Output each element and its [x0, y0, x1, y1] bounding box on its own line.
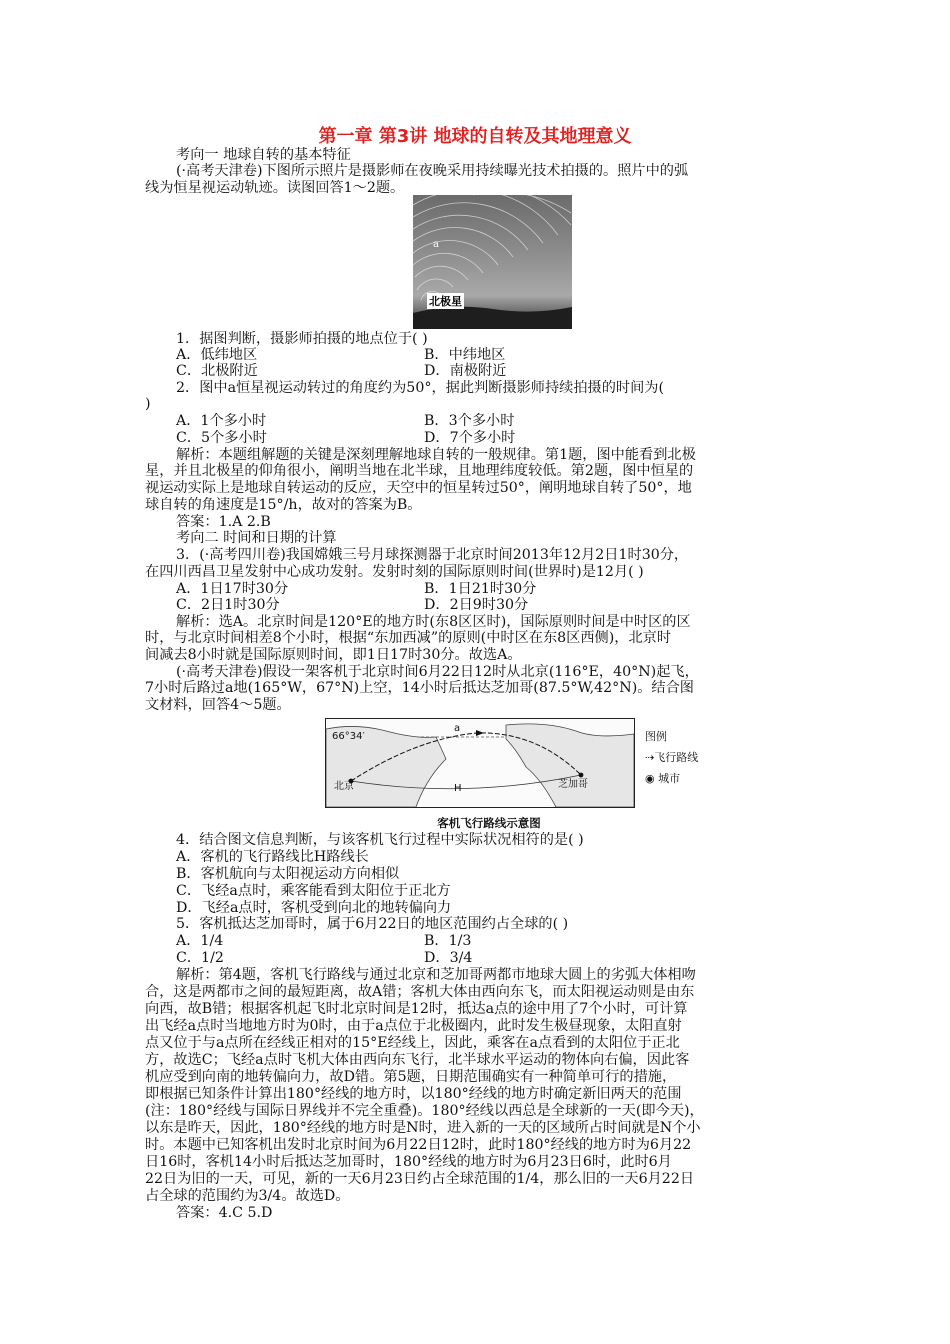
analysis-line: 向西，故B错；根据客机起飞时北京时间是12时，抵达a点的途中用了7个小时，可计算	[145, 1001, 688, 1017]
option-c: C．1/2	[176, 950, 224, 966]
analysis-line: 间减去8小时就是国际原则时间，即1日17时30分。故选A。	[145, 647, 522, 663]
option-b: B．3个多小时	[424, 413, 515, 429]
paragraph-line: (·高考天津卷)假设一架客机于北京时间6月22日12时从北京(116°E，40°N)起飞，	[176, 664, 699, 680]
option-d: D．2日9时30分	[424, 597, 529, 613]
map-caption: 客机飞行路线示意图	[437, 816, 541, 830]
option-a: A．客机的飞行路线比H路线长	[176, 849, 369, 865]
paragraph-line: 文材料，回答4～5题。	[145, 697, 291, 713]
city-dot-icon: ◉	[645, 772, 659, 785]
legend-city: ◉ 城市	[645, 772, 681, 785]
analysis-line: 时。本题中已知客机出发时北京时间为6月22日12时，此时180°经线的地方时为6月22	[145, 1137, 692, 1153]
answer-line: 答案：1.A 2.B	[176, 514, 271, 530]
route-arrow-icon: ⇢	[645, 751, 655, 764]
analysis-line: 日16时，客机14小时后抵达芝加哥时，180°经线的地方时为6月23日6时，此时6月	[145, 1154, 672, 1170]
analysis-line: 出飞经a点时当地地方时为0时，由于a点位于北极圈内，此时发生极昼现象，太阳直射	[145, 1018, 682, 1034]
analysis-line: 视运动实际上是地球自转运动的反应，天空中的恒星转过50°，阐明地球自转了50°，地	[145, 480, 692, 496]
analysis-line: 机应受到向南的地转偏向力，故D错。第5题，日期范围确实有一种简单可行的措施，	[145, 1069, 677, 1085]
page-title: 第一章 第3讲 地球的自转及其地理意义	[318, 126, 632, 147]
option-row	[176, 950, 838, 967]
option-a: A．1个多小时	[176, 413, 267, 429]
latitude-label: 66°34′	[332, 731, 365, 742]
option-row	[176, 363, 838, 380]
section-heading-1: 考向一 地球自转的基本特征	[176, 147, 351, 163]
section-heading-2: 考向二 时间和日期的计算	[176, 530, 337, 546]
analysis-line: 合，这是两都市之间的最短距离，故A错；客机大体由西向东飞，而太阳视运动则是由东	[145, 984, 695, 1000]
legend-route: ⇢飞行路线	[645, 751, 699, 764]
answer-line: 答案：4.C 5.D	[176, 1205, 273, 1221]
paragraph-line: (·高考天津卷)下图所示照片是摄影师在夜晚采用持续曝光技术拍摄的。照片中的弧	[176, 163, 689, 179]
question-3: 3．(·高考四川卷)我国嫦娥三号月球探测器于北京时间2013年12月2日1时30分，	[176, 547, 689, 563]
option-a: A．1日17时30分	[176, 581, 289, 597]
option-b: B．客机航向与太阳视运动方向相似	[176, 866, 400, 882]
option-b: B．中纬地区	[424, 347, 506, 363]
paragraph-line: 7小时后路过a地(165°W，67°N)上空，14小时后抵达芝加哥(87.5°W,42°N)。结合图	[145, 680, 694, 696]
analysis-line: 点又位于与a点所在经线正相对的15°E经线上，因此，乘客在a点看到的太阳位于正北	[145, 1035, 680, 1051]
chicago-label: 芝加哥	[558, 779, 588, 790]
analysis-line: 即根据已知条件计算出180°经线的地方时，以180°经线的地方时确定新旧两天的范围	[145, 1086, 682, 1102]
route-h-label: H	[454, 783, 462, 794]
analysis-line: 时，与北京时间相差8个小时，根据“东加西减”的原则(中时区在东8区西侧)，北京时	[145, 630, 672, 646]
analysis-line: 星，并且北极星的仰角很小，阐明当地在北半球，且地理纬度较低。第2题，图中恒星的	[145, 463, 694, 479]
question-2: 2．图中a恒星视运动转过的角度约为50°，据此判断摄影师持续拍摄的时间为(	[176, 380, 664, 396]
option-d: D．飞经a点时，客机受到向北的地转偏向力	[176, 900, 452, 916]
option-row	[176, 597, 838, 614]
question-4: 4．结合图文信息判断，与该客机飞行过程中实际状况相符的是( )	[176, 832, 584, 848]
star-a-label: a	[433, 239, 439, 250]
question-2-cont: )	[145, 396, 151, 412]
polaris-label: 北极星	[429, 295, 462, 308]
analysis-line: 方，故选C；飞经a点时飞机大体由西向东飞行，北半球水平运动的物体向右偏，因此客	[145, 1052, 690, 1068]
option-d: D．南极附近	[424, 363, 507, 379]
option-a: A．1/4	[176, 933, 224, 949]
analysis-line: 22日为旧的一天，可见，新的一天6月23日约占全球范围的1/4，那么旧的一天6月22日	[145, 1171, 695, 1187]
option-b: B．1日21时30分	[424, 581, 537, 597]
option-row	[176, 933, 838, 950]
option-c: C．飞经a点时，乘客能看到太阳位于正北方	[176, 883, 451, 899]
analysis-line: 以东是昨天，因此，180°经线的地方时是N时，进入新的一天的区域所占时间就是N个小	[145, 1120, 701, 1136]
question-3-cont: 在四川西昌卫星发射中心成功发射。发射时刻的国际原则时间(世界时)是12月( )	[145, 564, 644, 580]
option-c: C．北极附近	[176, 363, 258, 379]
question-1: 1．据图判断，摄影师拍摄的地点位于( )	[176, 331, 428, 347]
beijing-label: 北京	[334, 781, 354, 792]
analysis-line: 占全球的范围约为3/4。故选D。	[145, 1188, 350, 1204]
map-legend	[645, 728, 698, 791]
option-c: C．5个多小时	[176, 430, 267, 446]
analysis-line: (注：180°经线与国际日界线并不完全重叠)。180°经线以西总是全球新的一天(即今天)，	[145, 1103, 704, 1119]
analysis-line: 球自转的角速度是15°/h，故对的答案为B。	[145, 497, 422, 513]
star-trail-photo	[413, 195, 572, 329]
legend-title: 图例	[645, 730, 667, 743]
option-b: B．1/3	[424, 933, 472, 949]
option-d: D．3/4	[424, 950, 473, 966]
analysis-line: 解析：第4题，客机飞行路线与通过北京和芝加哥两都市地球大圆上的劣弧大体相吻	[176, 967, 696, 983]
point-a-label: a	[454, 723, 461, 734]
option-row	[176, 581, 838, 598]
option-row	[176, 430, 838, 447]
option-row	[176, 347, 838, 364]
paragraph-line: 线为恒星视运动轨迹。读图回答1～2题。	[145, 180, 405, 196]
flight-route-map	[325, 718, 635, 808]
analysis-line: 解析：选A。北京时间是120°E的地方时(东8区区时)，国际原则时间是中时区的区	[176, 614, 691, 630]
option-d: D．7个多小时	[424, 430, 516, 446]
analysis-line: 解析：本题组解题的关键是深刻理解地球自转的一般规律。第1题，图中能看到北极	[176, 447, 696, 463]
option-row	[176, 413, 838, 430]
option-a: A．低纬地区	[176, 347, 258, 363]
option-c: C．2日1时30分	[176, 597, 280, 613]
question-5: 5．客机抵达芝加哥时，属于6月22日的地区范围约占全球的( )	[176, 916, 569, 932]
